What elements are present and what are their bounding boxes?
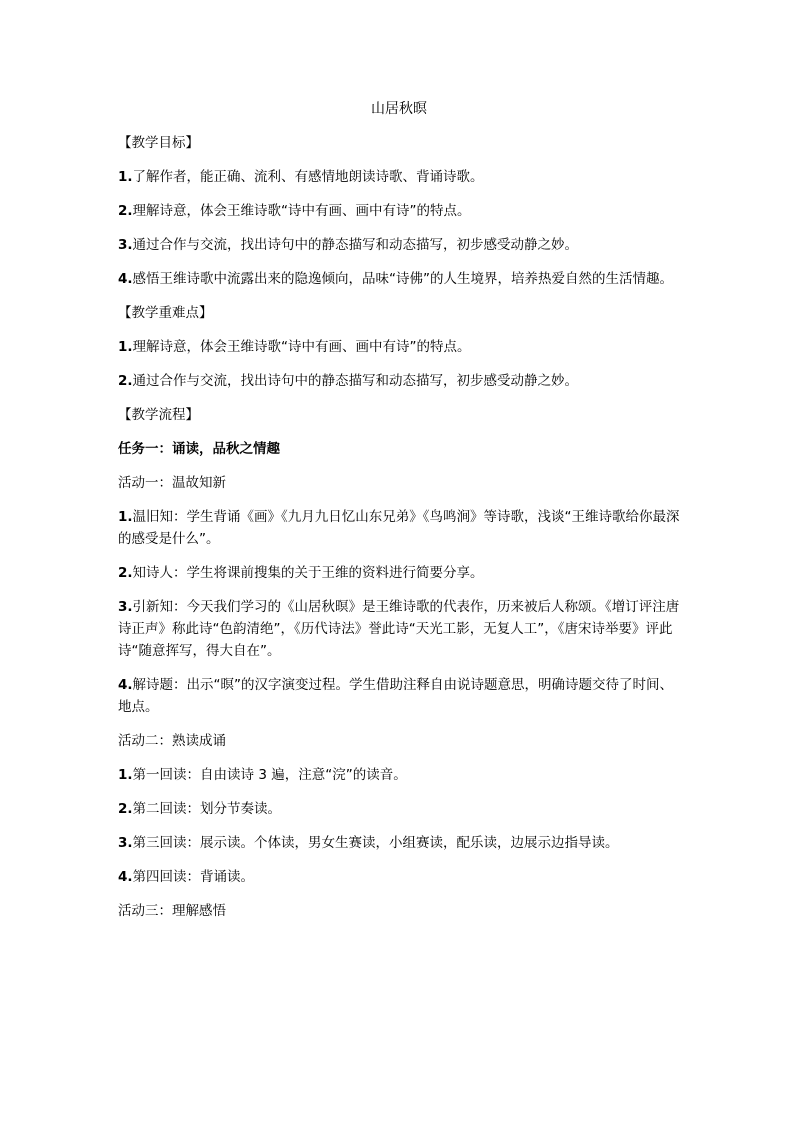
section-heading-goals: 【教学目标】 (118, 135, 199, 151)
activity-item (118, 674, 680, 718)
task-heading: 任务一：诵读，品秋之情趣 (118, 441, 280, 457)
item-number: 2. (118, 565, 133, 581)
key-point-item (118, 336, 680, 358)
item-number: 3. (118, 835, 133, 851)
goal-item (118, 200, 680, 222)
item-number: 1. (118, 509, 133, 525)
item-number: 3. (118, 237, 133, 253)
item-number: 1. (118, 339, 133, 355)
item-text: 第一回读：自由读诗 3 遍，注意“浣”的读音。 (132, 767, 407, 783)
item-text: 第三回读：展示读。个体读，男女生赛读，小组赛读，配乐读，边展示边指导读。 (132, 835, 619, 851)
goal-item (118, 268, 680, 290)
activity-item (118, 764, 680, 786)
activity-item (118, 562, 680, 584)
item-text: 理解诗意，体会王维诗歌“诗中有画、画中有诗”的特点。 (132, 339, 471, 355)
item-number: 2. (118, 373, 133, 389)
item-number: 2. (118, 801, 133, 817)
activity-heading: 活动一：温故知新 (118, 475, 226, 491)
item-text: 通过合作与交流，找出诗句中的静态描写和动态描写，初步感受动静之妙。 (132, 237, 579, 253)
key-point-item (118, 370, 680, 392)
activity-heading: 活动二：熟读成诵 (118, 733, 226, 749)
document-content (118, 98, 680, 934)
item-number: 1. (118, 169, 133, 185)
item-number: 4. (118, 677, 133, 693)
item-text: 知诗人：学生将课前搜集的关于王维的资料进行简要分享。 (132, 565, 484, 581)
item-text: 第二回读：划分节奏读。 (132, 801, 282, 817)
item-number: 2. (118, 203, 133, 219)
item-text: 感悟王维诗歌中流露出来的隐逸倾向，品味“诗佛”的人生境界，培养热爱自然的生活情趣。 (132, 271, 674, 287)
item-text: 温旧知：学生背诵《画》《九月九日忆山东兄弟》《鸟鸣涧》等诗歌，浅谈“王维诗歌给你最深的感受是什么”。 (118, 509, 680, 547)
item-number: 4. (118, 869, 133, 885)
goal-item (118, 234, 680, 256)
item-number: 3. (118, 599, 133, 615)
document-title: 山居秋暝 (371, 101, 427, 117)
activity-item (118, 866, 680, 888)
goal-item (118, 166, 680, 188)
item-text: 第四回读：背诵读。 (132, 869, 255, 885)
item-text: 引新知：今天我们学习的《山居秋暝》是王维诗歌的代表作，历来被后人称颂。《增订评注唐诗正声》称此诗“色韵清绝”，《历代诗法》誉此诗“天光工影，无复人工”，《唐宋诗举要》评此诗“随意挥写，得大自在”。 (118, 599, 680, 659)
item-number: 4. (118, 271, 133, 287)
activity-item (118, 596, 680, 662)
item-text: 了解作者，能正确、流利、有感情地朗读诗歌、背诵诗歌。 (132, 169, 484, 185)
activity-item (118, 832, 680, 854)
activity-item (118, 798, 680, 820)
item-text: 解诗题：出示“暝”的汉字演变过程。学生借助注释自由说诗题意思，明确诗题交待了时间、地点。 (118, 677, 674, 715)
item-text: 通过合作与交流，找出诗句中的静态描写和动态描写，初步感受动静之妙。 (132, 373, 579, 389)
item-number: 1. (118, 767, 133, 783)
activity-heading: 活动三：理解感悟 (118, 903, 226, 919)
activity-item (118, 506, 680, 550)
section-heading-flow: 【教学流程】 (118, 407, 199, 423)
section-heading-key-points: 【教学重难点】 (118, 305, 213, 321)
item-text: 理解诗意，体会王维诗歌“诗中有画、画中有诗”的特点。 (132, 203, 471, 219)
